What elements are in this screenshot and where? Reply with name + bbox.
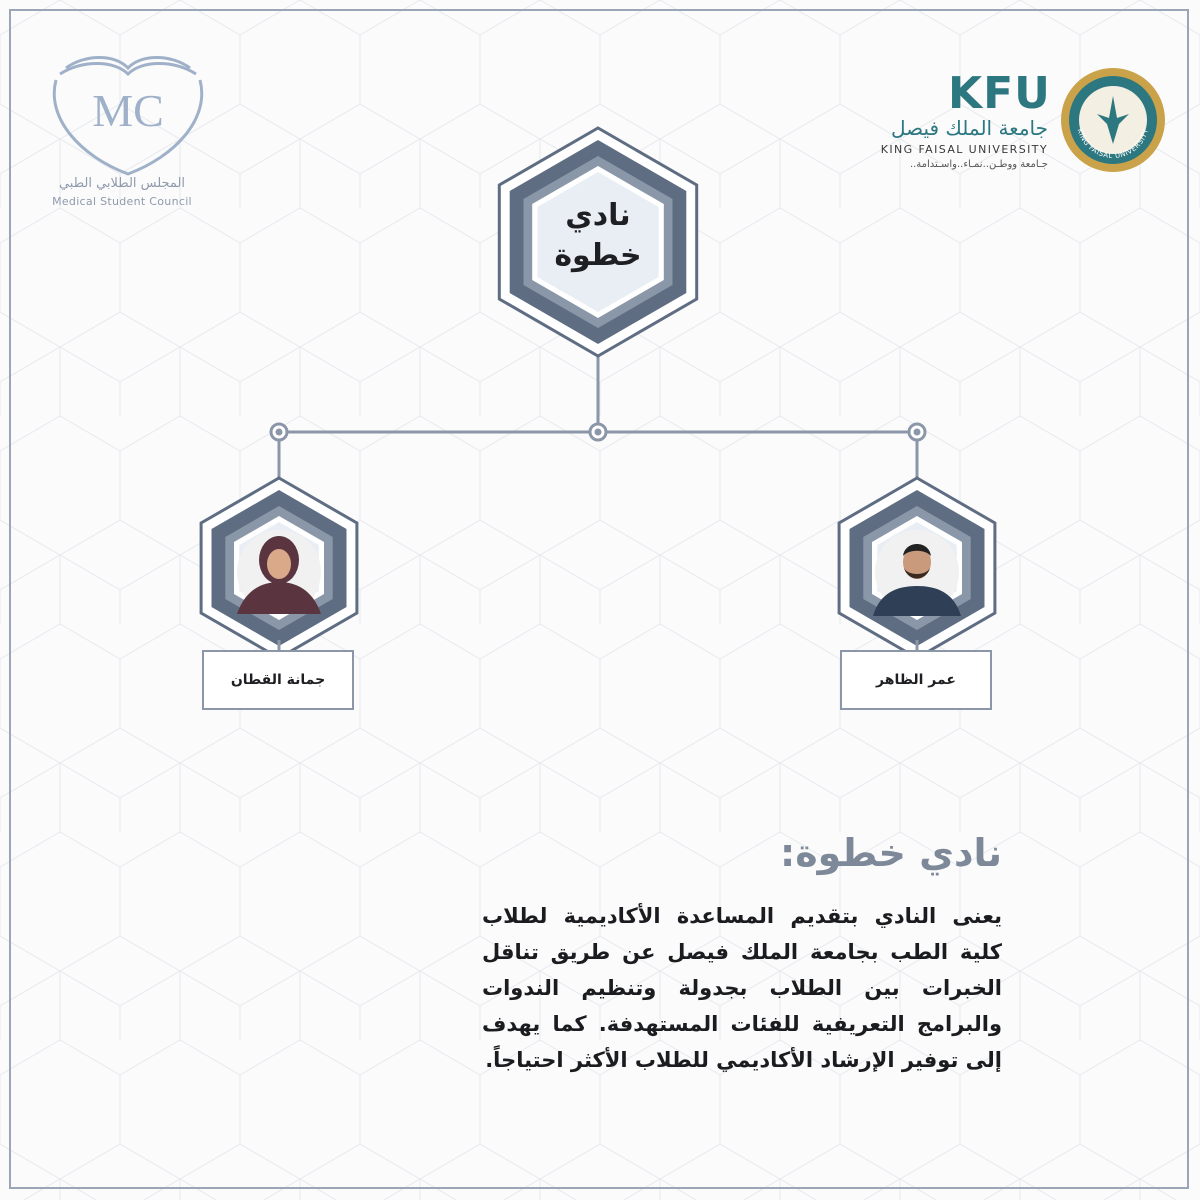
member-photo-female-face [267, 549, 291, 579]
connector-dot-center-center [595, 429, 602, 436]
kfu-name-ar: جامعة الملك فيصل [890, 116, 1048, 140]
description-heading: نادي خطوة: [780, 831, 1002, 875]
connector-dot-left-center [276, 429, 283, 436]
council-monogram: MC [92, 85, 164, 136]
member-name-box-2 [840, 650, 992, 710]
connector-dot-right-center [914, 429, 921, 436]
root-title-line-1: نادي [565, 198, 631, 233]
root-node-title [498, 196, 698, 276]
description-body: يعنى النادي بتقديم المساعدة الأكاديمية لطلاب كلية الطب بجامعة الملك فيصل عن طريق تناقل الخبرات بين الطلاب بجدولة وتنظيم الندوات والبرامج التعريفية للفئات المستهدفة. كما يهدف إلى توفير الإرشاد الأكاديمي للطلاب الأكثر احتياجاً. [482, 904, 1002, 1072]
kfu-name-en: KING FAISAL UNIVERSITY [880, 143, 1048, 156]
council-name-en: Medical Student Council [52, 195, 192, 208]
member-name-1: جمانة القطان [230, 672, 326, 688]
member-name-2: عمر الظاهر [876, 672, 956, 688]
council-name-ar: المجلس الطلابي الطبي [58, 176, 186, 191]
kfu-seal-text: KING FAISAL UNIVERSITY [1075, 127, 1151, 161]
member-name-box-1 [202, 650, 354, 710]
kfu-tagline: جـامعة ووطـن..نمـاء..واسـتدامة.. [909, 159, 1048, 170]
kfu-abbreviation: KFU [948, 68, 1051, 119]
root-title-line-2: خطوة [554, 238, 642, 273]
